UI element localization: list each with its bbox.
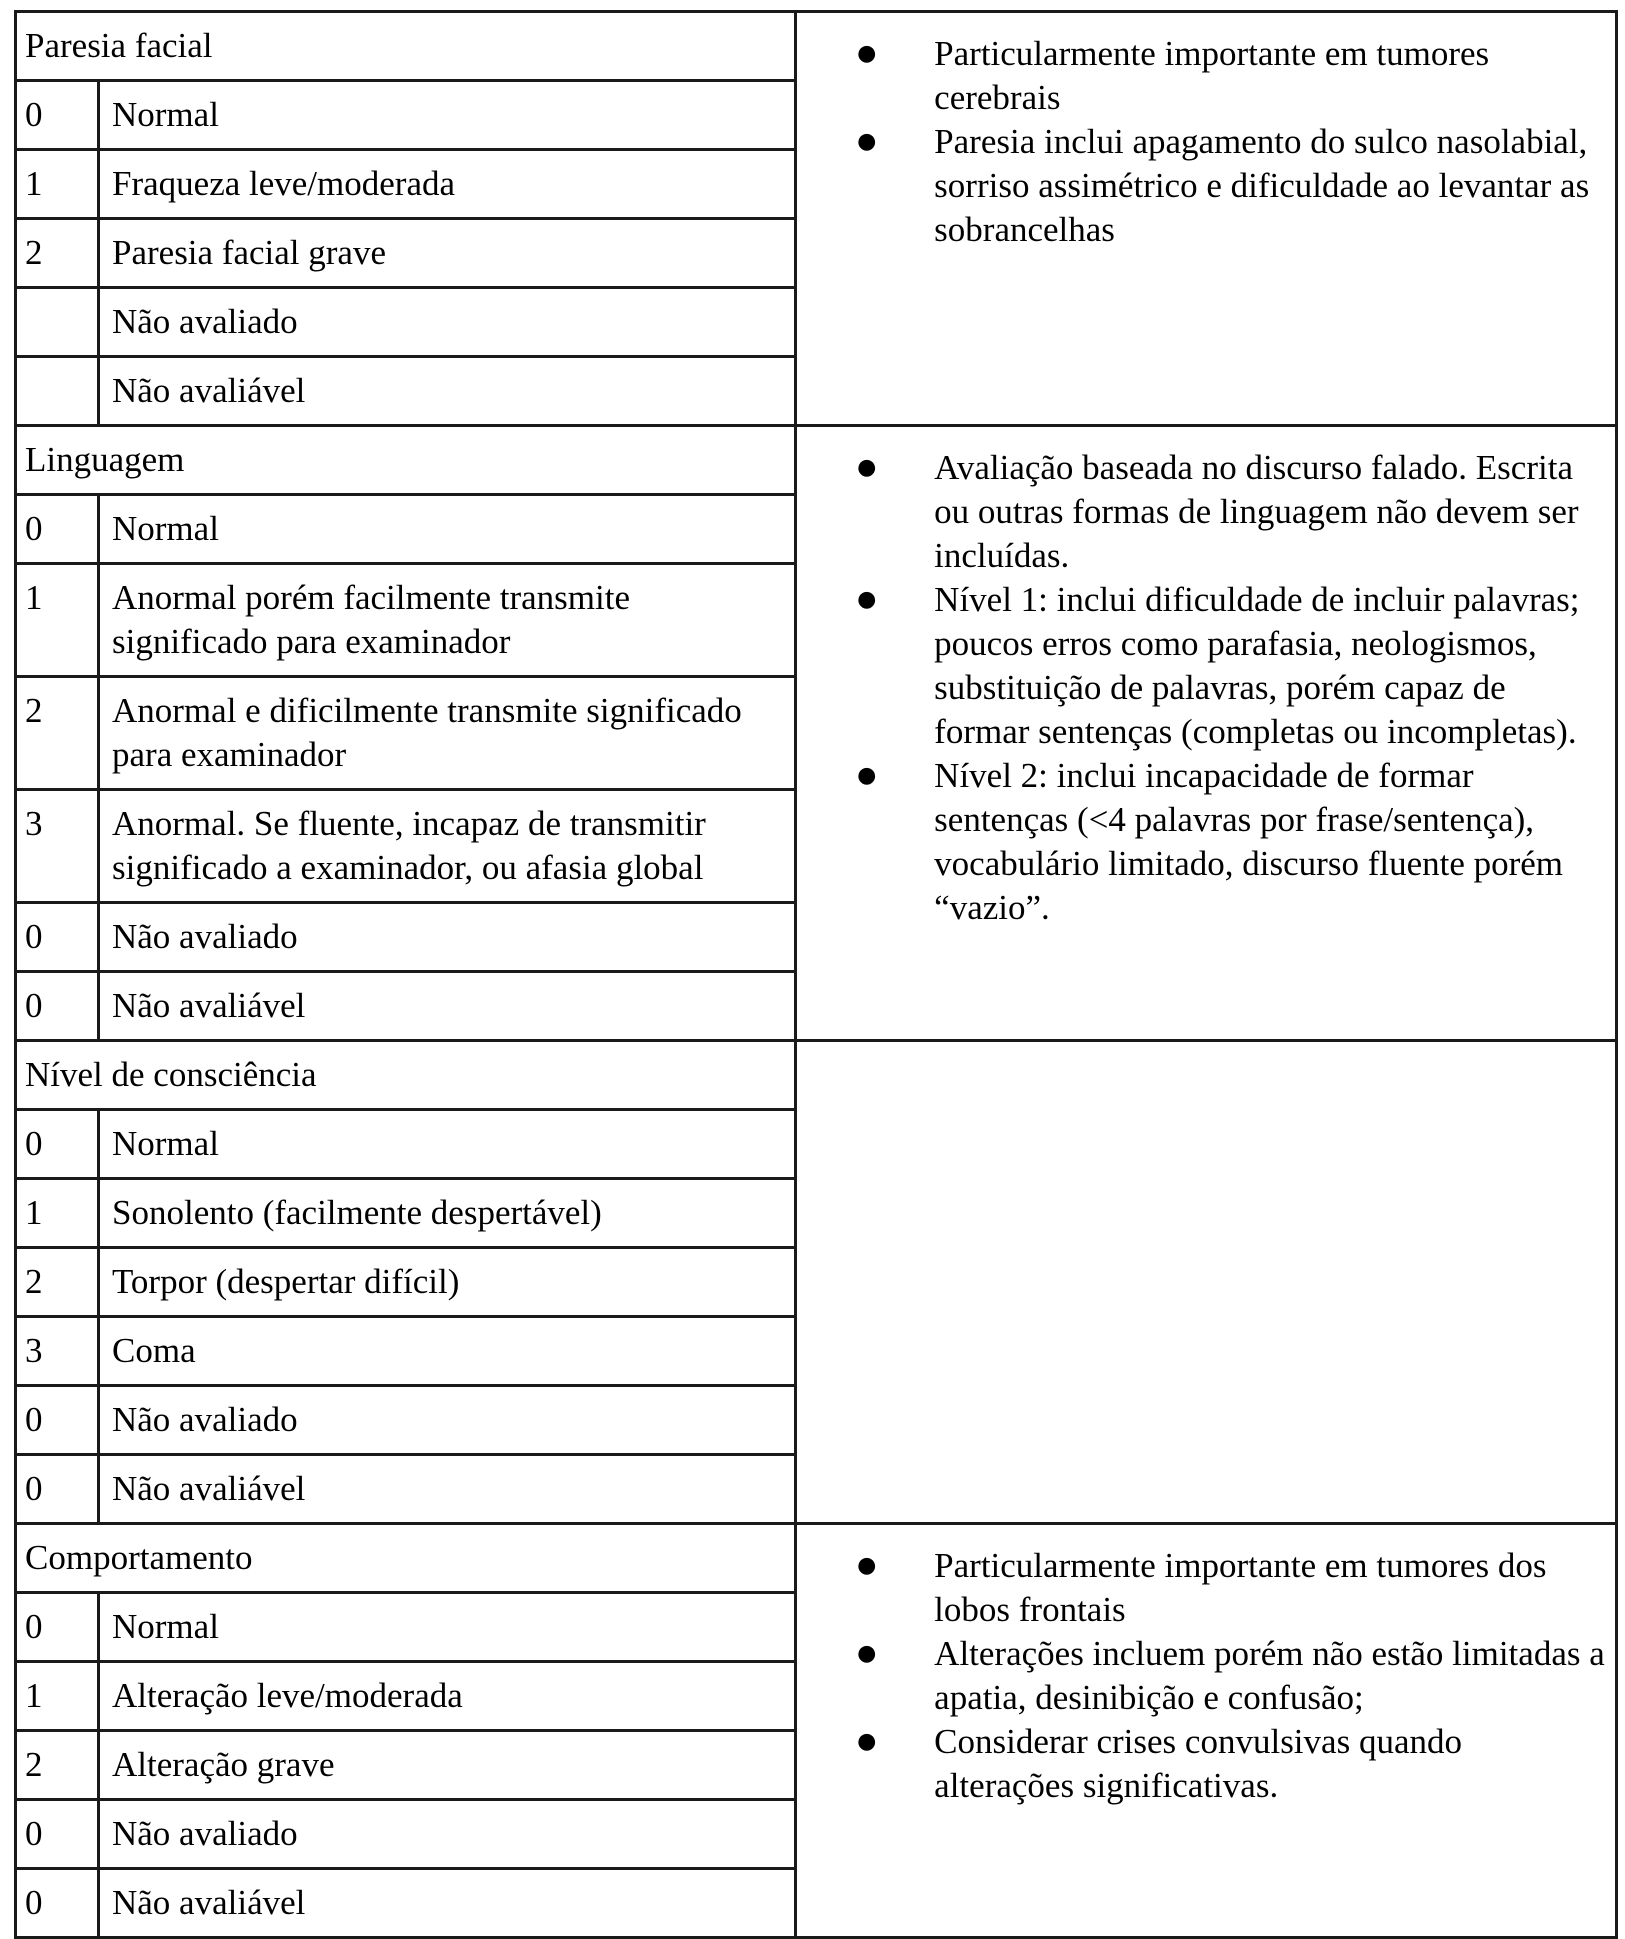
note-text: Particularmente importante em tumores dos lobos frontais [934, 1546, 1547, 1629]
score-value: 2 [17, 219, 99, 288]
note-item [797, 120, 1605, 252]
score-value: 0 [17, 903, 99, 972]
scale-row [17, 495, 794, 564]
section-notes-cell [796, 426, 1617, 1041]
score-value [17, 288, 99, 357]
note-text: Considerar crises convulsivas quando alterações significativas. [934, 1722, 1462, 1805]
score-description: Não avaliável [112, 1469, 306, 1508]
note-item [797, 754, 1605, 930]
score-value: 2 [17, 1731, 99, 1800]
scale-row [17, 564, 794, 677]
bullet-dot-icon: ● [857, 1729, 877, 1754]
section-title: Linguagem [17, 427, 794, 495]
scale-row [17, 1110, 794, 1179]
scale-row [17, 1386, 794, 1455]
score-description: Normal [99, 1593, 795, 1662]
bullet-dot-icon: ● [857, 41, 877, 66]
scale-row [17, 1317, 794, 1386]
score-description: Não avaliado [99, 1800, 795, 1869]
scale-row [17, 790, 794, 903]
bullet-dot-icon: ● [857, 587, 877, 612]
scale-row [17, 972, 794, 1040]
score-description: Paresia facial grave [99, 219, 795, 288]
section-row [16, 12, 1617, 426]
score-description: Sonolento (facilmente despertável) [99, 1179, 795, 1248]
scale-row [17, 1800, 794, 1869]
score-value: 1 [17, 1179, 99, 1248]
score-value [17, 357, 99, 425]
score-value: 1 [17, 564, 99, 677]
bullet-dot-icon: ● [857, 455, 877, 480]
section-row [16, 1524, 1617, 1938]
scale-row [17, 81, 794, 150]
section-header-row [17, 1042, 794, 1110]
scale-table [17, 1042, 794, 1522]
note-text: Nível 2: inclui incapacidade de formar sentenças (<4 palavras por frase/sentença), vocabulário limitado, discurso fluente porém “vazio”. [934, 756, 1564, 927]
scale-row [17, 1731, 794, 1800]
note-text: Avaliação baseada no discurso falado. Escrita ou outras formas de linguagem não devem ser incluídas. [934, 448, 1579, 575]
score-description: Não avaliável [112, 371, 306, 410]
bullet-dot-icon: ● [857, 1553, 877, 1578]
scale-row [17, 677, 794, 790]
score-value: 2 [17, 1248, 99, 1317]
note-item [797, 1632, 1605, 1720]
score-description: Não avaliável [112, 986, 306, 1025]
score-description: Coma [99, 1317, 795, 1386]
scale-row [17, 903, 794, 972]
section-title: Paresia facial [17, 13, 794, 81]
score-value: 3 [17, 790, 99, 903]
score-value: 0 [17, 1110, 99, 1179]
note-item [797, 578, 1605, 754]
score-description: Anormal e dificilmente transmite significado para examinador [99, 677, 795, 790]
section-scale-cell [16, 1041, 796, 1524]
score-value: 1 [17, 150, 99, 219]
scale-row [17, 1869, 794, 1937]
scale-row [17, 288, 794, 357]
section-header-row [17, 427, 794, 495]
score-value: 1 [17, 1662, 99, 1731]
note-item [797, 32, 1605, 120]
notes-list [797, 1525, 1615, 1808]
note-item [797, 1720, 1605, 1808]
score-value: 0 [17, 495, 99, 564]
score-description: Fraqueza leve/moderada [99, 150, 795, 219]
score-description: Anormal porém facilmente transmite significado para examinador [99, 564, 795, 677]
score-value: 3 [17, 1317, 99, 1386]
score-value: 0 [17, 1593, 99, 1662]
scale-table [17, 427, 794, 1039]
score-value: 0 [17, 972, 99, 1040]
note-item [797, 1544, 1605, 1632]
bullet-dot-icon: ● [857, 129, 877, 154]
scale-table [17, 13, 794, 424]
section-header-row [17, 13, 794, 81]
score-value: 0 [17, 1869, 99, 1937]
score-description: Alteração grave [99, 1731, 795, 1800]
score-description: Normal [99, 1110, 795, 1179]
score-description: Torpor (despertar difícil) [99, 1248, 795, 1317]
score-value: 0 [17, 1800, 99, 1869]
score-description: Normal [99, 495, 795, 564]
score-value: 2 [17, 677, 99, 790]
note-text: Particularmente importante em tumores cerebrais [934, 34, 1490, 117]
scale-row [17, 1248, 794, 1317]
score-description: Não avaliado [99, 1386, 795, 1455]
scale-row [17, 1593, 794, 1662]
score-value: 0 [17, 81, 99, 150]
section-title: Nível de consciência [17, 1042, 794, 1110]
score-description: Normal [99, 81, 795, 150]
document-page [14, 10, 1618, 1939]
note-item [797, 446, 1605, 578]
scale-table [17, 1525, 794, 1936]
note-text: Paresia inclui apagamento do sulco nasolabial, sorriso assimétrico e dificuldade ao levantar as sobrancelhas [934, 122, 1590, 249]
section-scale-cell [16, 1524, 796, 1938]
score-description: Não avaliado [99, 903, 795, 972]
section-row [16, 426, 1617, 1041]
bullet-dot-icon: ● [857, 763, 877, 788]
section-scale-cell [16, 12, 796, 426]
scale-row [17, 219, 794, 288]
section-notes-cell [796, 12, 1617, 426]
section-header-row [17, 1525, 794, 1593]
scale-row [17, 150, 794, 219]
score-description: Alteração leve/moderada [99, 1662, 795, 1731]
section-scale-cell [16, 426, 796, 1041]
scale-row [17, 357, 794, 425]
scale-row [17, 1179, 794, 1248]
note-text: Nível 1: inclui dificuldade de incluir palavras; poucos erros como parafasia, neologismos, substituição de palavras, porém capaz de formar sentenças (completas ou incompletas). [934, 580, 1580, 751]
score-description: Anormal. Se fluente, incapaz de transmitir significado a examinador, ou afasia global [99, 790, 795, 903]
bullet-dot-icon: ● [857, 1641, 877, 1666]
assessment-table [14, 10, 1618, 1939]
score-description: Não avaliável [112, 1883, 306, 1922]
scale-row [17, 1455, 794, 1523]
section-notes-cell [796, 1041, 1617, 1524]
score-value: 0 [17, 1386, 99, 1455]
note-text: Alterações incluem porém não estão limitadas a apatia, desinibição e confusão; [934, 1634, 1605, 1717]
notes-list [797, 427, 1615, 930]
section-title: Comportamento [17, 1525, 794, 1593]
scale-row [17, 1662, 794, 1731]
section-row [16, 1041, 1617, 1524]
score-value: 0 [17, 1455, 99, 1523]
score-description: Não avaliado [99, 288, 795, 357]
section-notes-cell [796, 1524, 1617, 1938]
notes-list [797, 13, 1615, 252]
